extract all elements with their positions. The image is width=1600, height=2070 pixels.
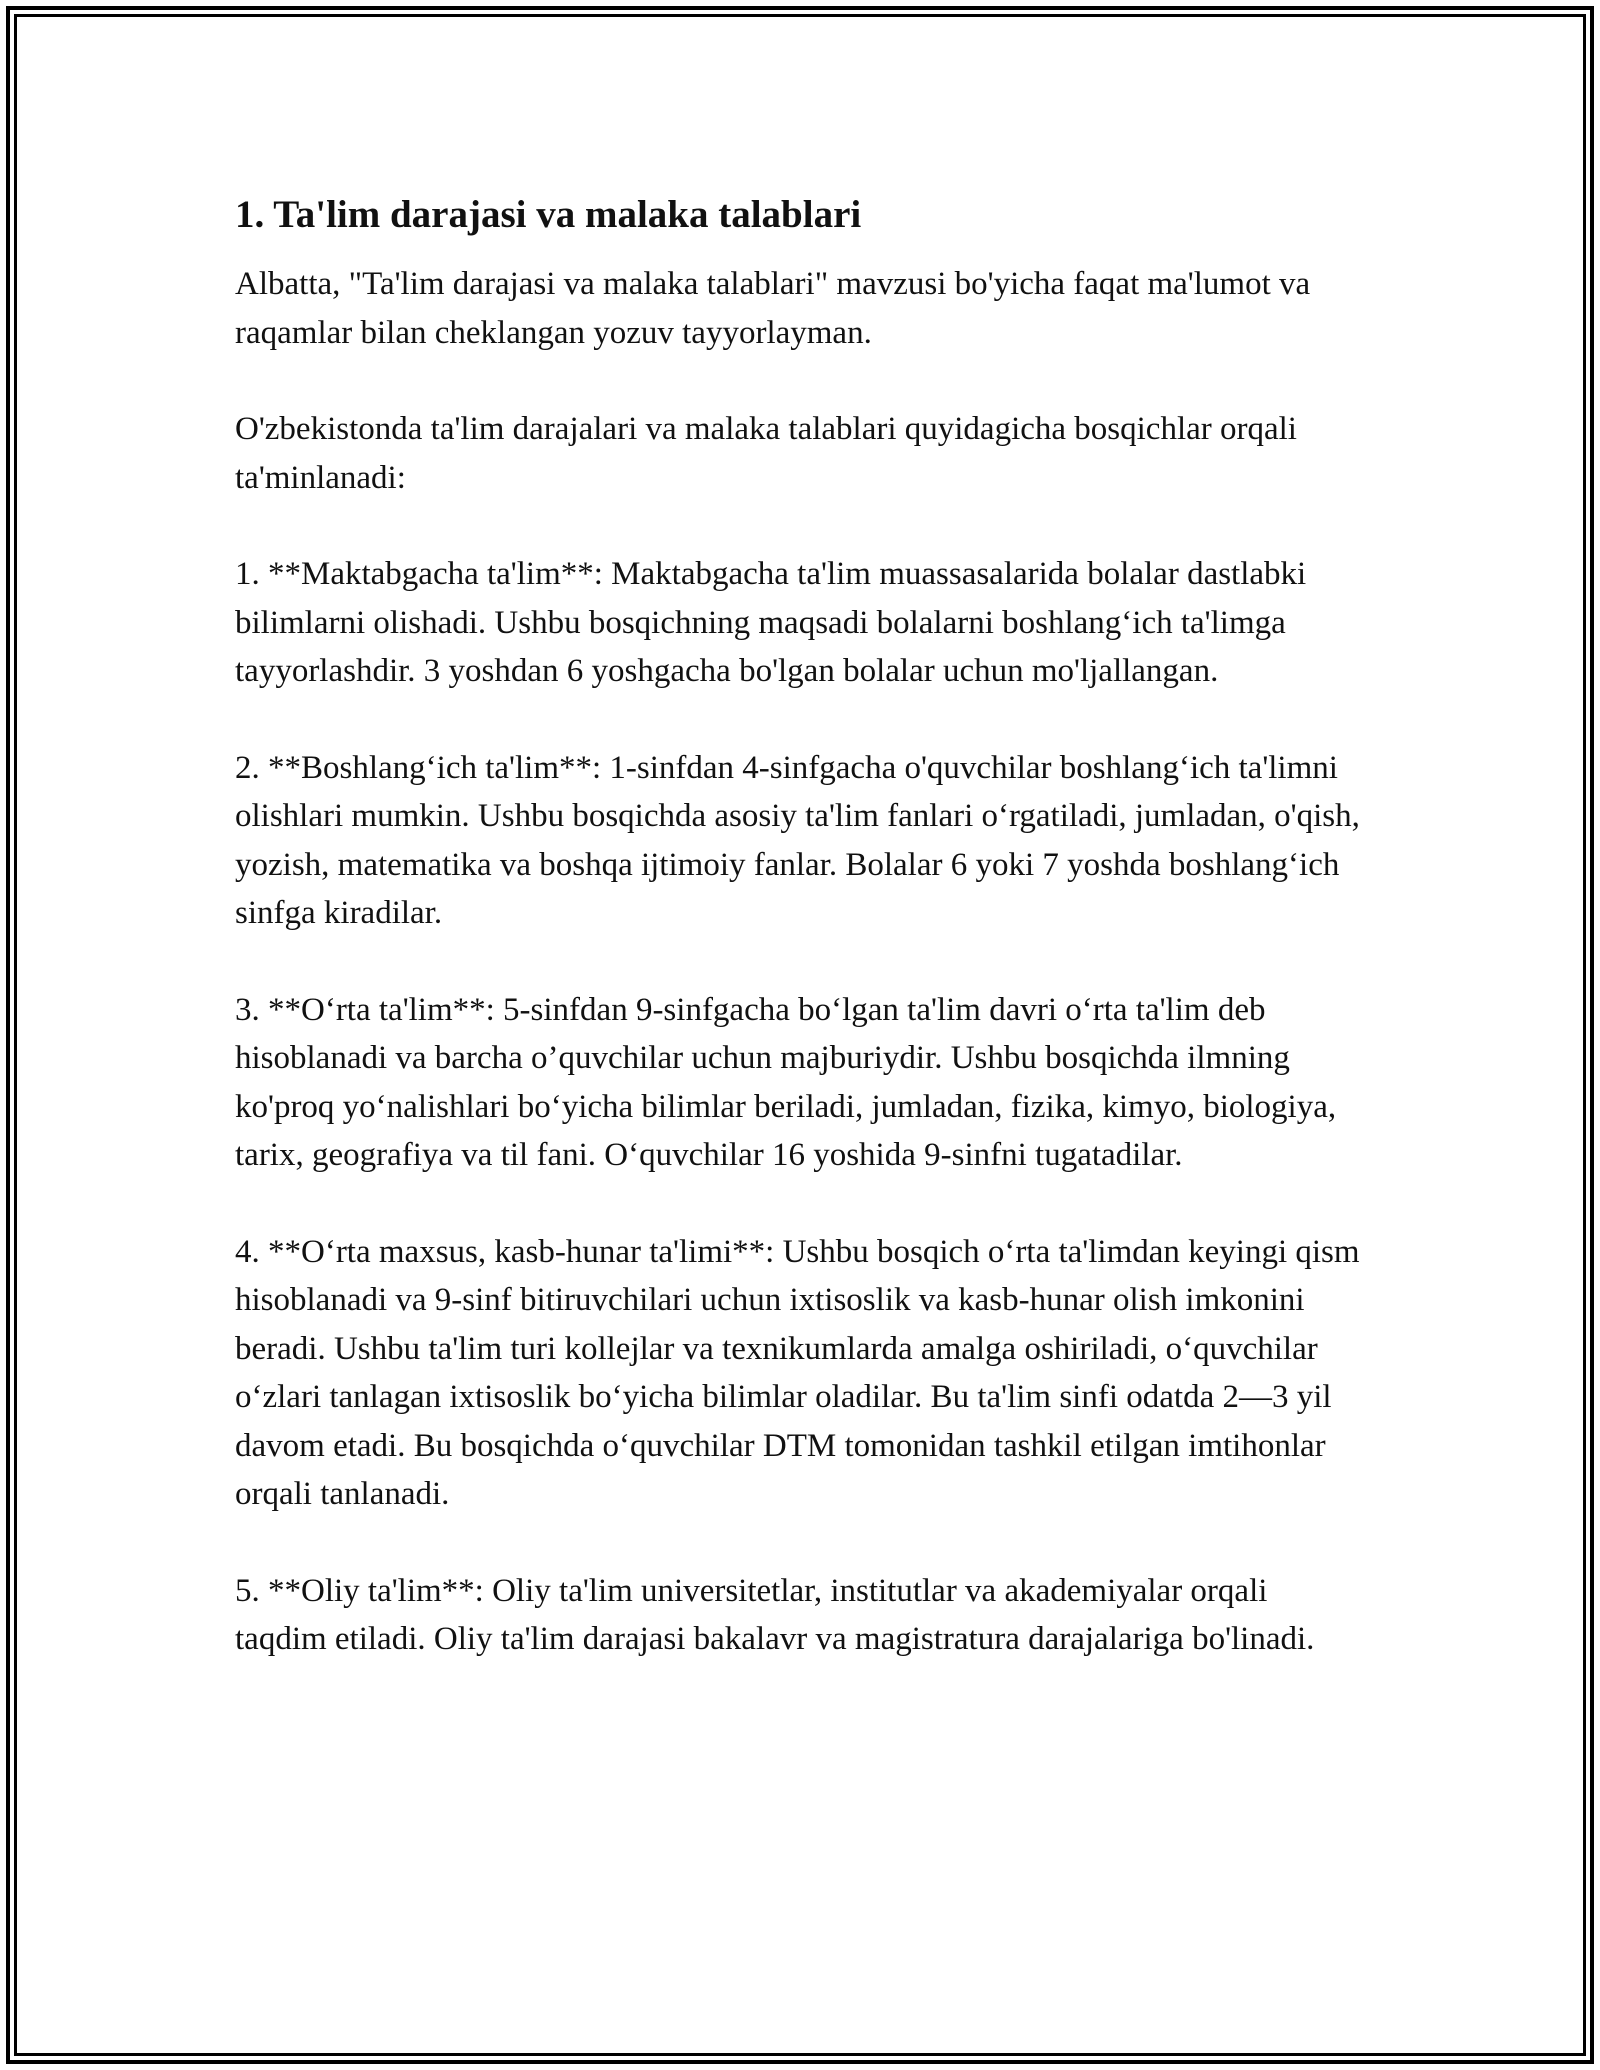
list-item-higher: 5. **Oliy ta'lim**: Oliy ta'lim universitetlar, institutlar va akademiyalar orqali taqdim etiladi. Oliy ta'lim darajasi bakalavr va magistratura darajalariga bo'linadi. <box>235 1572 1315 1657</box>
intro-paragraph: Albatta, "Ta'lim darajasi va malaka talablari" mavzusi bo'yicha faqat ma'lumot va raqamlar bilan cheklangan yozuv tayyorlayman. <box>235 266 1311 351</box>
document-body <box>235 190 1365 1712</box>
list-item-primary: 2. **Boshlang‘ich ta'lim**: 1-sinfdan 4-sinfgacha o'quvchilar boshlang‘ich ta'limni olishlari mumkin. Ushbu bosqichda asosiy ta'lim fanlari o‘rgatiladi, jumladan, o'qish, yozish, matematika va boshqa ijtimoiy fanlar. Bolalar 6 yoki 7 yoshda boshlang‘ich sinfga kiradilar. <box>235 749 1360 931</box>
list-item-vocational: 4. **O‘rta maxsus, kasb-hunar ta'limi**: Ushbu bosqich o‘rta ta'limdan keyingi qism hisoblanadi va 9-sinf bitiruvchilari uchun ixtisoslik va kasb-hunar olish imkonini beradi. Ushbu ta'lim turi kollejlar va texnikumlarda amalga oshiriladi, o‘quvchilar o‘zlari tanlagan ixtisoslik bo‘yicha bilimlar oladilar. Bu ta'lim sinfi odatda 2—3 yil davom etadi. Bu bosqichda o‘quvchilar DTM tomonidan tashkil etilgan imtihonlar orqali tanlanadi. <box>235 1233 1360 1512</box>
list-item-secondary: 3. **O‘rta ta'lim**: 5-sinfdan 9-sinfgacha bo‘lgan ta'lim davri o‘rta ta'lim deb hisoblanadi va barcha o’quvchilar uchun majburiydir. Ushbu bosqichda ilmning ko'proq yo‘nalishlari bo‘yicha bilimlar beriladi, jumladan, fizika, kimyo, biologiya, tarix, geografiya va til fani. O‘quvchilar 16 yoshida 9-sinfni tugatadilar. <box>235 991 1337 1173</box>
document-title: 1. Ta'lim darajasi va malaka talablari <box>235 193 862 236</box>
overview-paragraph: O'zbekistonda ta'lim darajalari va malaka talablari quyidagicha bosqichlar orqali ta'minlanadi: <box>235 411 1297 496</box>
list-item-preschool: 1. **Maktabgacha ta'lim**: Maktabgacha ta'lim muassasalarida bolalar dastlabki bilimlarni olishadi. Ushbu bosqichning maqsadi bolalarni boshlang‘ich ta'limga tayyorlashdir. 3 yoshdan 6 yoshgacha bo'lgan bolalar uchun mo'ljallangan. <box>235 556 1307 689</box>
